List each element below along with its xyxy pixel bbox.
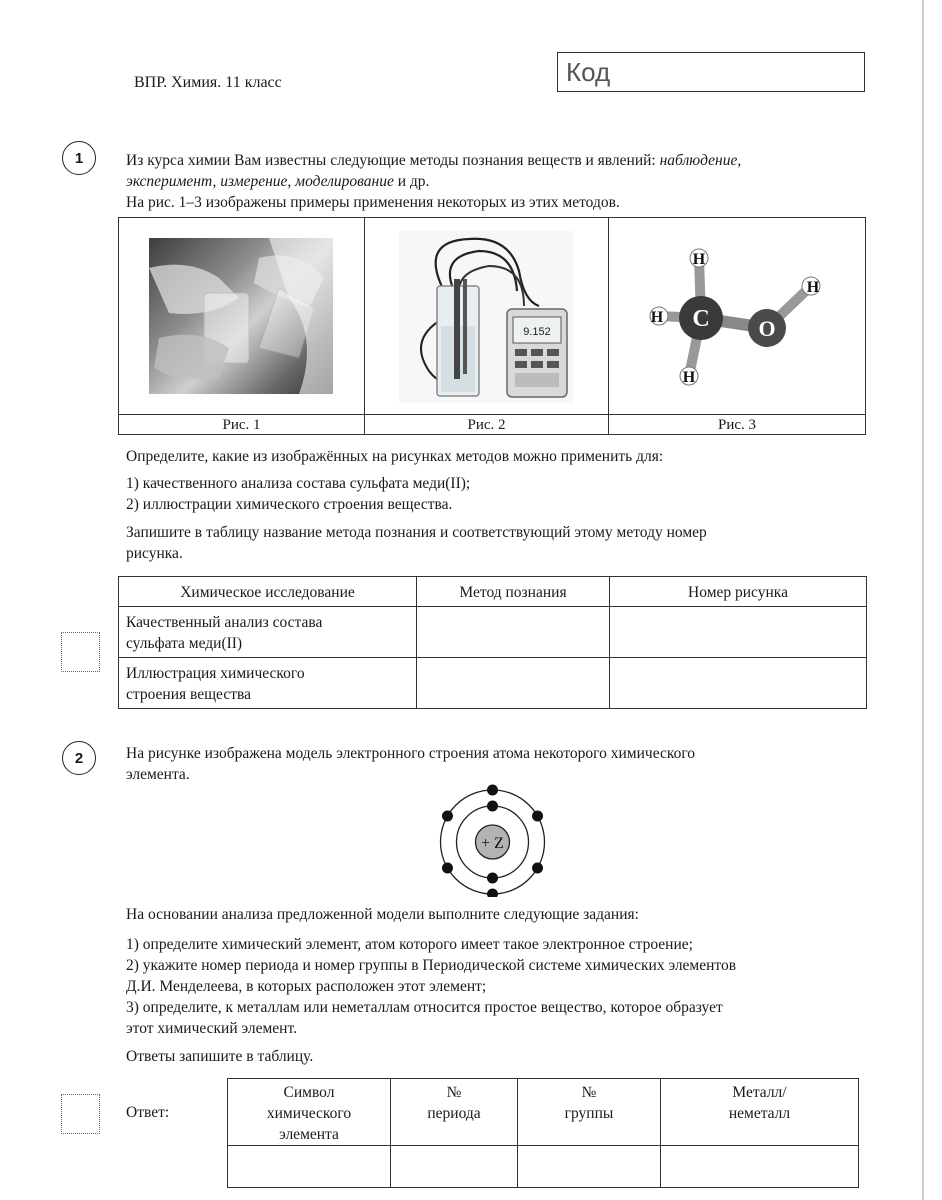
q2-item-2-line2: Д.И. Менделеева, в которых расположен этот элемент; [126,978,487,995]
table-row [228,1146,859,1188]
answer-cell-group[interactable] [518,1146,661,1188]
table-header-row [119,577,867,607]
col-header-period [391,1079,518,1146]
col-header-text: Металл/ [732,1084,787,1101]
figure-1-caption: Рис. 1 [222,417,261,433]
q1-answer-table [118,576,867,709]
code-label: Код [566,57,611,87]
col-header-text: неметалл [728,1105,791,1122]
q1-item-2: 2) иллюстрации химического строения вещества. [126,496,453,513]
col-header-text: химического [266,1105,352,1122]
col-header-text: № [581,1084,597,1101]
col-header-text: периода [427,1105,481,1122]
answer-cell-figure[interactable] [610,607,867,658]
q2-item-3-line1: 3) определите, к металлам или неметаллам относится простое вещество, которое образует [126,999,723,1016]
electron-dot [532,811,543,822]
lab-photo-illustration [149,238,333,394]
figures-table [118,217,866,435]
answer-cell-figure[interactable] [610,658,867,709]
q1-methods-tail: и др. [393,173,430,190]
meter-display-value: 9.152 [523,326,551,338]
answer-label: Ответ: [126,1104,170,1121]
answer-cell-metal[interactable] [661,1146,859,1188]
atom-label: O [758,316,776,341]
q2-intro-line2: элемента. [126,766,190,783]
code-field[interactable] [557,52,865,92]
header-title: ВПР. Химия. 11 класс [134,74,282,91]
col-header-text: Символ [283,1084,335,1101]
row-label-line1: Иллюстрация химического [126,665,305,682]
q2-score-box[interactable] [61,1094,100,1134]
row-label-cell [119,658,417,709]
q2-item-1: 1) определите химический элемент, атом которого имеет такое электронное строение; [126,936,693,953]
figure-2-ph-meter [399,231,574,403]
row-label-cell [119,607,417,658]
col-header-text: элемента [279,1126,339,1143]
q2-answer-table [227,1078,859,1188]
atom-model [425,782,560,897]
electron-dot [442,811,453,822]
atom-label: H [806,279,820,296]
q2-answer-note: Ответы запишите в таблицу. [126,1048,314,1065]
q2-item-2-line1: 2) укажите номер периода и номер группы в Периодической системе химических элементов [126,957,737,974]
row-label-line2: строения вещества [126,686,251,703]
figure-2-caption: Рис. 2 [467,417,506,433]
q2-task-line: На основании анализа предложенной модели выполните следующие задания: [126,906,639,923]
table-row [119,658,867,709]
answer-cell-period[interactable] [391,1146,518,1188]
col-header-text: № [446,1084,462,1101]
row-label-line2: сульфата меди(II) [126,635,243,652]
electron-dot [532,863,543,874]
table-header-row [228,1079,859,1146]
col-header-symbol [228,1079,391,1146]
answer-cell-method[interactable] [417,607,610,658]
electron-dot [487,873,498,884]
atom-label: H [692,251,706,268]
q1-task-line: Определите, какие из изображённых на рисунках методов можно применить для: [126,448,664,465]
col-header-method: Метод познания [417,577,610,607]
row-label-line1: Качественный анализ состава [126,614,323,631]
nucleus-label: + Z [481,835,504,852]
q1-score-box[interactable] [61,632,100,672]
electron-dot [487,801,498,812]
figure-3-caption: Рис. 3 [717,417,757,433]
col-header-group [518,1079,661,1146]
atom-label: C [692,306,710,332]
col-header-figure-number: Номер рисунка [610,577,867,607]
q1-instruction-line1: Запишите в таблицу название метода познания и соответствующий этому методу номер [126,524,707,541]
figures-divider [364,218,365,434]
question-1-number: 1 [62,141,96,175]
atom-label: H [682,369,696,386]
atom-label: H [650,309,664,326]
electron-dot [487,785,498,796]
q1-item-1: 1) качественного анализа состава сульфата меди(II); [126,475,471,492]
question-2-number: 2 [62,741,96,775]
q1-intro-line1 [126,150,858,171]
q1-methods-italic: эксперимент, измерение, моделирование [126,173,394,190]
col-header-text: группы [564,1105,614,1122]
electron-dot [442,863,453,874]
electron-dot [487,889,498,898]
q1-intro-text: Из курса химии Вам известны следующие методы познания веществ и явлений: [126,152,660,169]
q2-intro-line1: На рисунке изображена модель электронного строения атома некоторого химического [126,745,696,762]
table-row [119,607,867,658]
answer-cell-method[interactable] [417,658,610,709]
q1-intro-italic: наблюдение, [659,152,742,169]
figures-divider [608,218,609,434]
q1-instruction-line2: рисунка. [126,545,183,562]
answer-cell-symbol[interactable] [228,1146,391,1188]
col-header-research: Химическое исследование [119,577,417,607]
col-header-metal [661,1079,859,1146]
figure-3-molecule-model [639,238,839,398]
page-edge [922,0,924,1200]
q1-intro-line2 [126,171,858,192]
q2-item-3-line2: этот химический элемент. [126,1020,297,1037]
q1-intro-line3: На рис. 1–3 изображены примеры применения некоторых из этих методов. [126,194,620,211]
figure-1-photo [149,238,333,394]
